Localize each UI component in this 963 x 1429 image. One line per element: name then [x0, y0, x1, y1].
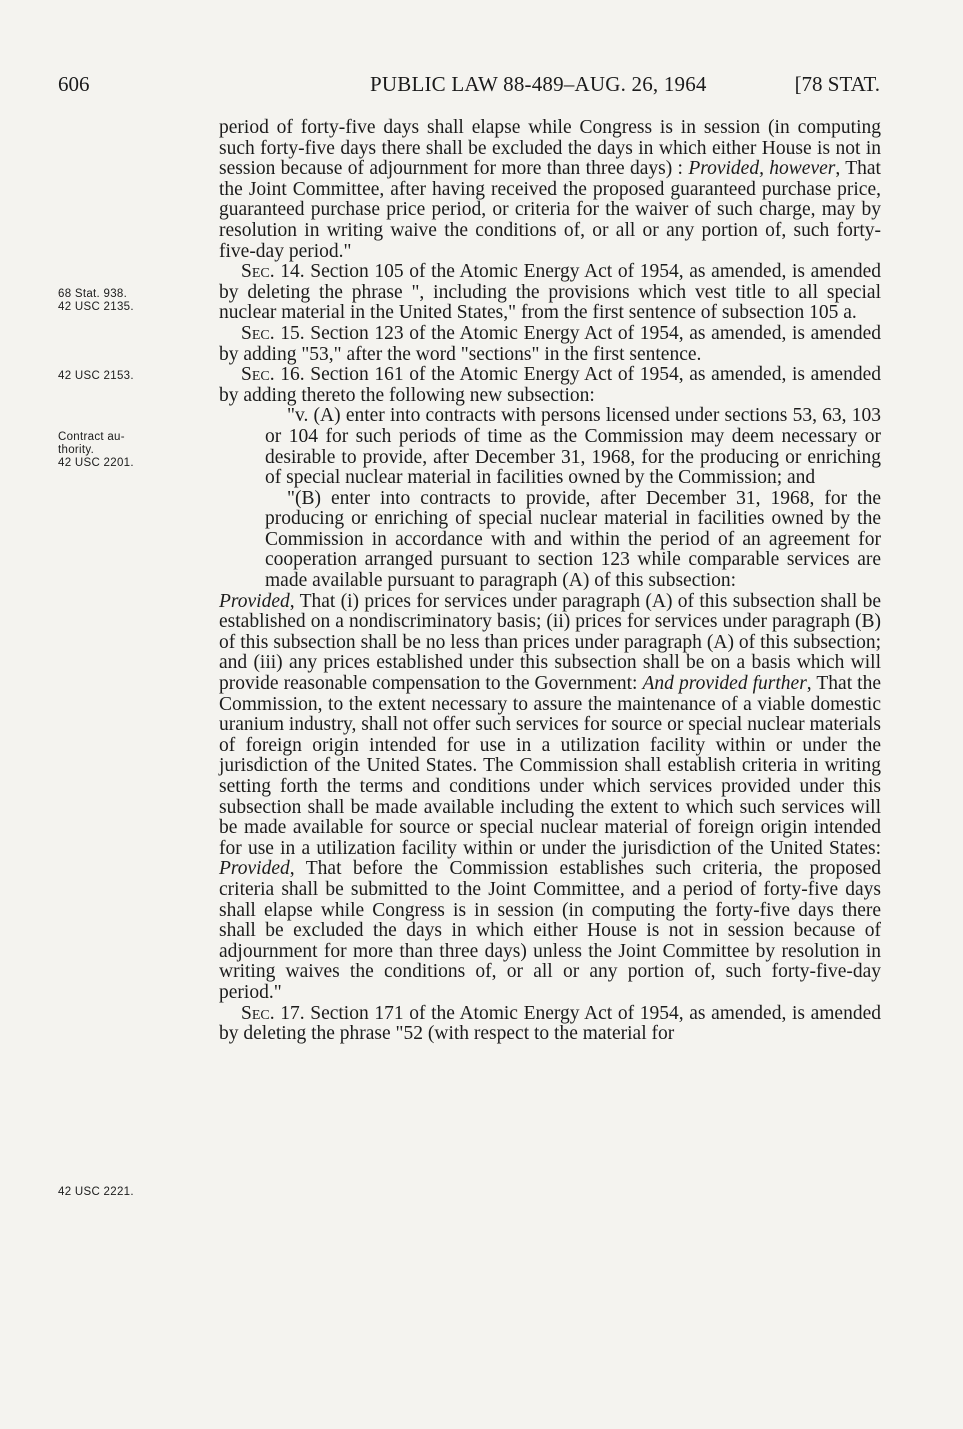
section-14: Sec. 14. Section 105 of the Atomic Energy Act of 1954, as amended, is amended by deleting the phrase ", including the provisions which vest title to all special nuclear material in the United States," from the first sentence of subsection 105 a.	[219, 261, 881, 324]
subsection-v-b: "(B) enter into contracts to provide, after December 31, 1968, for the producing or enriching of special nuclear material in facilities owned by the Commission in accordance with and within the period of an agreement for cooperation arranged pursuant to section 123 while comparable services are made available pursuant to paragraph (A) of this subsection:	[265, 487, 881, 592]
sidenote-sec16: Contract au- thority. 42 USC 2201.	[58, 431, 134, 469]
proviso: Provided, That (i) prices for services under paragraph (A) of this subsection shall be established on a nondiscriminatory basis; (ii) prices for services under paragraph (B) of this subsection shall be no less than prices under paragraph (A) of this subsection; and (iii) any prices established under this subsection shall be on a basis which will provide reasonable compensation to the Government: And provided further, That the Commission, to the extent necessary to assure the maintenance of a viable domestic uranium industry, shall not offer such services for source or special nuclear materials of foreign origin intended for use in a utilization facility within or under the jurisdiction of the United States. The Commission shall establish criteria in writing setting forth the terms and conditions under which services provided under this subsection shall be made available including the extent to which such services will be made available for source or special nuclear material of foreign origin intended for use in a utilization facility within or under the jurisdiction of the United States: Provided, That before the Commission establishes such criteria, the proposed criteria shall be submitted to the Joint Committee, and a period of forty-five days shall elapse while Congress is in session (in computing the forty-five days there shall be excluded the days in which either House is not in session because of adjournment for more than three days) unless the Joint Committee by resolution in writing waives the conditions of, or all or any portion of, such forty-five-day period."	[219, 590, 881, 1003]
section-17: Sec. 17. Section 171 of the Atomic Energy Act of 1954, as amended, is amended by deleting the phrase "52 (with respect to the material for	[219, 1002, 881, 1045]
statute-reference: [78 STAT.	[794, 72, 880, 96]
page-number: 606	[58, 72, 90, 96]
margin-notes	[0, 0, 210, 1429]
sidenote-sec14: 68 Stat. 938. 42 USC 2135.	[58, 288, 134, 313]
section-16: Sec. 16. Section 161 of the Atomic Energy Act of 1954, as amended, is amended by adding thereto the following new subsection:	[219, 364, 881, 406]
section-15: Sec. 15. Section 123 of the Atomic Energy Act of 1954, as amended, is amended by adding "53," after the word "sections" in the first sentence.	[219, 322, 881, 365]
paragraph-continuation: period of forty-five days shall elapse while Congress is in session (in computing such forty-five days there shall be excluded the days in which either House is not in session because of adjournment for more than three days) : Provided, however, That the Joint Committee, after having received the proposed guaranteed purchase price, guaranteed purchase price period, or criteria for the waiver of such charge, may by resolution in writing waive the conditions of, or all or any portion of, such forty-five-day period."	[219, 117, 881, 262]
subsection-v-a: "v. (A) enter into contracts with persons licensed under sections 53, 63, 103 or 104 for such periods of time as the Commission may deem necessary or desirable to provide, after December 31, 1968, for the producing or enriching of special nuclear material in facilities owned by the Commission; and	[265, 405, 881, 489]
sidenote-sec15: 42 USC 2153.	[58, 370, 134, 382]
body-text	[219, 118, 881, 1045]
running-title: PUBLIC LAW 88-489–AUG. 26, 1964	[370, 72, 707, 96]
sidenote-sec17: 42 USC 2221.	[58, 1186, 134, 1198]
